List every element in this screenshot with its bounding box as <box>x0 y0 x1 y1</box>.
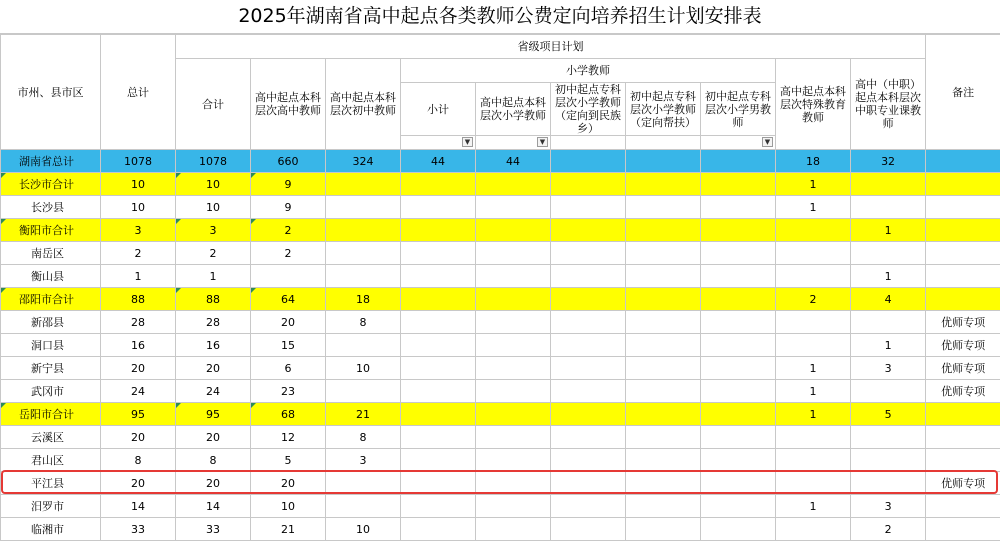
high-school-value[interactable]: 9 <box>251 173 326 196</box>
header-primary-bachelor[interactable] <box>476 83 551 136</box>
primary-ethnic-value[interactable] <box>551 196 626 219</box>
middle-school-value[interactable]: 10 <box>326 518 401 541</box>
cell-flag-marker <box>251 173 256 178</box>
primary-male-value[interactable] <box>701 150 776 173</box>
vocational-value[interactable]: 1 <box>851 265 926 288</box>
remark-value[interactable]: 优师专项 <box>926 380 1000 403</box>
total-value[interactable]: 10 <box>101 196 176 219</box>
high-school-value[interactable]: 2 <box>251 242 326 265</box>
primary-male-value[interactable] <box>701 311 776 334</box>
special-ed-value[interactable]: 1 <box>776 357 851 380</box>
table-row <box>1 334 1000 357</box>
vocational-value[interactable] <box>851 242 926 265</box>
high-school-value[interactable]: 9 <box>251 196 326 219</box>
primary-ethnic-value[interactable] <box>551 219 626 242</box>
remark-value[interactable] <box>926 495 1000 518</box>
primary-ethnic-value[interactable] <box>551 173 626 196</box>
middle-school-value[interactable] <box>326 472 401 495</box>
primary-aid-value[interactable] <box>626 518 701 541</box>
primary-subtotal-value[interactable] <box>401 472 476 495</box>
region-name[interactable]: 新宁县 <box>1 357 101 380</box>
sum-value[interactable]: 88 <box>176 288 251 311</box>
primary-male-value[interactable] <box>701 403 776 426</box>
sheet-title: 2025年湖南省高中起点各类教师公费定向培养招生计划安排表 <box>0 0 1000 34</box>
region-name[interactable]: 新邵县 <box>1 311 101 334</box>
vocational-value[interactable] <box>851 472 926 495</box>
region-name[interactable]: 汨罗市 <box>1 495 101 518</box>
primary-bachelor-value[interactable] <box>476 288 551 311</box>
table-row <box>1 242 1000 265</box>
primary-bachelor-value[interactable] <box>476 449 551 472</box>
primary-male-value[interactable] <box>701 449 776 472</box>
vocational-value[interactable] <box>851 311 926 334</box>
header-primary-male[interactable] <box>701 83 776 136</box>
city-total-row <box>1 403 1000 426</box>
special-ed-value[interactable]: 1 <box>776 495 851 518</box>
primary-aid-value[interactable] <box>626 334 701 357</box>
primary-subtotal-value[interactable]: 44 <box>401 150 476 173</box>
city-total-row <box>1 288 1000 311</box>
middle-school-value[interactable]: 324 <box>326 150 401 173</box>
vocational-value[interactable] <box>851 196 926 219</box>
header-remark[interactable]: 备注 <box>926 35 1000 150</box>
cell-flag-marker <box>176 173 181 178</box>
region-name[interactable]: 南岳区 <box>1 242 101 265</box>
filter-cell-subtotal <box>401 136 476 150</box>
region-name[interactable]: 临湘市 <box>1 518 101 541</box>
high-school-value[interactable]: 5 <box>251 449 326 472</box>
primary-subtotal-value[interactable] <box>401 357 476 380</box>
table-row <box>1 311 1000 334</box>
remark-value[interactable] <box>926 426 1000 449</box>
sum-value[interactable]: 16 <box>176 334 251 357</box>
filter-cell-ethnic <box>551 136 626 150</box>
primary-bachelor-value[interactable] <box>476 265 551 288</box>
remark-value[interactable] <box>926 219 1000 242</box>
special-ed-value[interactable] <box>776 242 851 265</box>
sum-value[interactable]: 10 <box>176 173 251 196</box>
header-provincial[interactable]: 省级项目计划 <box>176 35 926 59</box>
special-ed-value[interactable]: 1 <box>776 380 851 403</box>
high-school-value[interactable]: 10 <box>251 495 326 518</box>
sum-value[interactable]: 20 <box>176 472 251 495</box>
sum-value[interactable]: 10 <box>176 196 251 219</box>
middle-school-value[interactable]: 21 <box>326 403 401 426</box>
header-primary-aid[interactable] <box>626 83 701 136</box>
vocational-value[interactable]: 1 <box>851 219 926 242</box>
vocational-value[interactable]: 4 <box>851 288 926 311</box>
table-row <box>1 426 1000 449</box>
header-middle-school[interactable]: 高中起点本科层次初中教师 <box>326 59 401 150</box>
sum-value[interactable]: 95 <box>176 403 251 426</box>
sum-value[interactable]: 14 <box>176 495 251 518</box>
vocational-value[interactable]: 2 <box>851 518 926 541</box>
city-total-row <box>1 219 1000 242</box>
remark-value[interactable] <box>926 150 1000 173</box>
remark-value[interactable] <box>926 403 1000 426</box>
total-value[interactable]: 20 <box>101 426 176 449</box>
middle-school-value[interactable] <box>326 196 401 219</box>
primary-aid-value[interactable] <box>626 403 701 426</box>
primary-male-value[interactable] <box>701 288 776 311</box>
middle-school-value[interactable] <box>326 219 401 242</box>
cell-flag-marker <box>251 288 256 293</box>
primary-ethnic-value[interactable] <box>551 380 626 403</box>
remark-value[interactable] <box>926 265 1000 288</box>
primary-male-value[interactable] <box>701 518 776 541</box>
high-school-value[interactable]: 660 <box>251 150 326 173</box>
primary-ethnic-value[interactable] <box>551 449 626 472</box>
header-primary-male-label: 初中起点专科层次小学男教师 <box>705 89 771 129</box>
header-primary-aid-label: 初中起点专科层次小学教师（定向帮扶） <box>630 89 696 129</box>
primary-subtotal-value[interactable] <box>401 495 476 518</box>
vocational-value[interactable] <box>851 173 926 196</box>
total-value[interactable]: 14 <box>101 495 176 518</box>
region-name[interactable]: 岳阳市合计 <box>1 403 101 426</box>
vocational-value[interactable]: 5 <box>851 403 926 426</box>
middle-school-value[interactable]: 3 <box>326 449 401 472</box>
primary-male-value[interactable] <box>701 265 776 288</box>
total-value[interactable]: 8 <box>101 449 176 472</box>
high-school-value[interactable]: 6 <box>251 357 326 380</box>
primary-ethnic-value[interactable] <box>551 357 626 380</box>
region-name[interactable]: 衡山县 <box>1 265 101 288</box>
city-total-row <box>1 173 1000 196</box>
primary-bachelor-value[interactable] <box>476 219 551 242</box>
sum-value[interactable]: 24 <box>176 380 251 403</box>
remark-value[interactable]: 优师专项 <box>926 472 1000 495</box>
remark-value[interactable]: 优师专项 <box>926 311 1000 334</box>
vocational-value[interactable]: 3 <box>851 357 926 380</box>
cell-flag-marker <box>176 288 181 293</box>
filter-cell-bachelor <box>476 136 551 150</box>
primary-aid-value[interactable] <box>626 472 701 495</box>
primary-male-value[interactable] <box>701 495 776 518</box>
remark-value[interactable]: 优师专项 <box>926 357 1000 380</box>
cell-flag-marker <box>176 219 181 224</box>
sum-value[interactable]: 1 <box>176 265 251 288</box>
region-name[interactable]: 湖南省总计 <box>1 150 101 173</box>
vocational-value[interactable]: 32 <box>851 150 926 173</box>
primary-male-value[interactable] <box>701 426 776 449</box>
primary-bachelor-value[interactable] <box>476 472 551 495</box>
special-ed-value[interactable]: 18 <box>776 150 851 173</box>
primary-subtotal-value[interactable] <box>401 173 476 196</box>
cell-flag-marker <box>1 403 6 408</box>
primary-aid-value[interactable] <box>626 426 701 449</box>
cell-flag-marker <box>1 288 6 293</box>
high-school-value[interactable]: 20 <box>251 311 326 334</box>
total-value[interactable]: 20 <box>101 472 176 495</box>
cell-flag-marker <box>176 403 181 408</box>
cell-flag-marker <box>251 403 256 408</box>
region-name[interactable]: 长沙市合计 <box>1 173 101 196</box>
remark-value[interactable] <box>926 449 1000 472</box>
special-ed-value[interactable] <box>776 265 851 288</box>
high-school-value[interactable]: 12 <box>251 426 326 449</box>
primary-ethnic-value[interactable] <box>551 472 626 495</box>
high-school-value[interactable]: 20 <box>251 472 326 495</box>
sum-value[interactable]: 1078 <box>176 150 251 173</box>
header-primary-bachelor-label: 高中起点本科层次小学教师 <box>480 96 546 122</box>
primary-male-value[interactable] <box>701 196 776 219</box>
header-primary-ethnic-label: 初中起点专科层次小学教师（定向到民族乡） <box>555 83 621 135</box>
cell-flag-marker <box>1 173 6 178</box>
middle-school-value[interactable]: 10 <box>326 357 401 380</box>
total-value[interactable]: 1078 <box>101 150 176 173</box>
vocational-value[interactable]: 3 <box>851 495 926 518</box>
primary-aid-value[interactable] <box>626 311 701 334</box>
primary-ethnic-value[interactable] <box>551 518 626 541</box>
sum-value[interactable]: 20 <box>176 426 251 449</box>
primary-subtotal-value[interactable] <box>401 334 476 357</box>
region-name[interactable]: 邵阳市合计 <box>1 288 101 311</box>
primary-aid-value[interactable] <box>626 150 701 173</box>
primary-bachelor-value[interactable] <box>476 426 551 449</box>
primary-ethnic-value[interactable] <box>551 311 626 334</box>
total-value[interactable]: 24 <box>101 380 176 403</box>
total-value[interactable]: 16 <box>101 334 176 357</box>
header-high-school[interactable]: 高中起点本科层次高中教师 <box>251 59 326 150</box>
total-value[interactable]: 95 <box>101 403 176 426</box>
primary-subtotal-value[interactable] <box>401 311 476 334</box>
middle-school-value[interactable] <box>326 334 401 357</box>
table-row <box>1 472 1000 495</box>
header-sum[interactable]: 合计 <box>176 59 251 150</box>
special-ed-value[interactable]: 1 <box>776 403 851 426</box>
primary-aid-value[interactable] <box>626 495 701 518</box>
primary-subtotal-value[interactable] <box>401 288 476 311</box>
high-school-value[interactable]: 64 <box>251 288 326 311</box>
primary-subtotal-value[interactable] <box>401 219 476 242</box>
special-ed-value[interactable] <box>776 334 851 357</box>
header-primary-subtotal-label: 小计 <box>427 102 449 116</box>
primary-bachelor-value[interactable] <box>476 495 551 518</box>
header-primary-ethnic[interactable] <box>551 83 626 136</box>
table-row <box>1 495 1000 518</box>
special-ed-value[interactable] <box>776 219 851 242</box>
total-value[interactable]: 33 <box>101 518 176 541</box>
vocational-value[interactable] <box>851 380 926 403</box>
sum-value[interactable]: 33 <box>176 518 251 541</box>
sum-value[interactable]: 2 <box>176 242 251 265</box>
region-name[interactable]: 云溪区 <box>1 426 101 449</box>
header-primary-group[interactable]: 小学教师 <box>401 59 776 83</box>
primary-subtotal-value[interactable] <box>401 380 476 403</box>
filter-dropdown-icon[interactable]: ▼ <box>537 137 548 147</box>
region-name[interactable]: 衡阳市合计 <box>1 219 101 242</box>
primary-bachelor-value[interactable] <box>476 380 551 403</box>
table-body <box>1 150 1000 541</box>
special-ed-value[interactable]: 1 <box>776 173 851 196</box>
primary-male-value[interactable] <box>701 173 776 196</box>
primary-male-value[interactable] <box>701 334 776 357</box>
middle-school-value[interactable] <box>326 495 401 518</box>
middle-school-value[interactable]: 8 <box>326 426 401 449</box>
primary-male-value[interactable] <box>701 357 776 380</box>
primary-bachelor-value[interactable] <box>476 311 551 334</box>
middle-school-value[interactable] <box>326 173 401 196</box>
primary-subtotal-value[interactable] <box>401 265 476 288</box>
primary-ethnic-value[interactable] <box>551 495 626 518</box>
primary-male-value[interactable] <box>701 380 776 403</box>
cell-flag-marker <box>251 219 256 224</box>
remark-value[interactable] <box>926 288 1000 311</box>
special-ed-value[interactable] <box>776 472 851 495</box>
primary-aid-value[interactable] <box>626 219 701 242</box>
primary-aid-value[interactable] <box>626 196 701 219</box>
special-ed-value[interactable] <box>776 449 851 472</box>
middle-school-value[interactable]: 18 <box>326 288 401 311</box>
primary-aid-value[interactable] <box>626 380 701 403</box>
header-vocational[interactable]: 高中（中职）起点本科层次中职专业课教师 <box>851 59 926 150</box>
high-school-value[interactable]: 23 <box>251 380 326 403</box>
table-row <box>1 357 1000 380</box>
primary-aid-value[interactable] <box>626 449 701 472</box>
table-row <box>1 449 1000 472</box>
primary-male-value[interactable] <box>701 219 776 242</box>
primary-bachelor-value[interactable] <box>476 173 551 196</box>
primary-bachelor-value[interactable] <box>476 334 551 357</box>
sum-value[interactable]: 20 <box>176 357 251 380</box>
province-total-row <box>1 150 1000 173</box>
total-value[interactable]: 88 <box>101 288 176 311</box>
remark-value[interactable] <box>926 196 1000 219</box>
middle-school-value[interactable] <box>326 380 401 403</box>
sum-value[interactable]: 8 <box>176 449 251 472</box>
primary-ethnic-value[interactable] <box>551 288 626 311</box>
filter-dropdown-icon[interactable]: ▼ <box>762 137 773 147</box>
header-primary-subtotal[interactable] <box>401 83 476 136</box>
remark-value[interactable] <box>926 518 1000 541</box>
filter-dropdown-icon[interactable]: ▼ <box>462 137 473 147</box>
plan-table <box>0 34 1000 541</box>
region-name[interactable]: 长沙县 <box>1 196 101 219</box>
primary-male-value[interactable] <box>701 242 776 265</box>
header-special-ed[interactable]: 高中起点本科层次特殊教育教师 <box>776 59 851 150</box>
primary-ethnic-value[interactable] <box>551 426 626 449</box>
filter-cell-male <box>701 136 776 150</box>
sum-value[interactable]: 28 <box>176 311 251 334</box>
primary-subtotal-value[interactable] <box>401 518 476 541</box>
primary-subtotal-value[interactable] <box>401 426 476 449</box>
primary-ethnic-value[interactable] <box>551 334 626 357</box>
table-row <box>1 196 1000 219</box>
primary-aid-value[interactable] <box>626 265 701 288</box>
table-row <box>1 265 1000 288</box>
vocational-value[interactable]: 1 <box>851 334 926 357</box>
primary-subtotal-value[interactable] <box>401 196 476 219</box>
high-school-value[interactable]: 2 <box>251 219 326 242</box>
primary-bachelor-value[interactable] <box>476 518 551 541</box>
primary-aid-value[interactable] <box>626 173 701 196</box>
primary-bachelor-value[interactable] <box>476 357 551 380</box>
total-value[interactable]: 2 <box>101 242 176 265</box>
middle-school-value[interactable] <box>326 265 401 288</box>
primary-subtotal-value[interactable] <box>401 449 476 472</box>
primary-ethnic-value[interactable] <box>551 150 626 173</box>
total-value[interactable]: 3 <box>101 219 176 242</box>
special-ed-value[interactable] <box>776 426 851 449</box>
vocational-value[interactable] <box>851 449 926 472</box>
remark-value[interactable] <box>926 173 1000 196</box>
primary-aid-value[interactable] <box>626 242 701 265</box>
primary-subtotal-value[interactable] <box>401 242 476 265</box>
total-value[interactable]: 10 <box>101 173 176 196</box>
special-ed-value[interactable] <box>776 518 851 541</box>
primary-ethnic-value[interactable] <box>551 403 626 426</box>
table-row <box>1 380 1000 403</box>
region-name[interactable]: 平江县 <box>1 472 101 495</box>
primary-ethnic-value[interactable] <box>551 242 626 265</box>
sum-value[interactable]: 3 <box>176 219 251 242</box>
special-ed-value[interactable]: 2 <box>776 288 851 311</box>
remark-value[interactable] <box>926 242 1000 265</box>
region-name[interactable]: 洞口县 <box>1 334 101 357</box>
total-value[interactable]: 28 <box>101 311 176 334</box>
cell-flag-marker <box>1 219 6 224</box>
vocational-value[interactable] <box>851 426 926 449</box>
high-school-value[interactable] <box>251 265 326 288</box>
table-row <box>1 518 1000 541</box>
primary-bachelor-value[interactable]: 44 <box>476 150 551 173</box>
high-school-value[interactable]: 15 <box>251 334 326 357</box>
primary-aid-value[interactable] <box>626 357 701 380</box>
filter-cell-aid <box>626 136 701 150</box>
primary-ethnic-value[interactable] <box>551 265 626 288</box>
primary-subtotal-value[interactable] <box>401 403 476 426</box>
primary-bachelor-value[interactable] <box>476 242 551 265</box>
region-name[interactable]: 君山区 <box>1 449 101 472</box>
primary-bachelor-value[interactable] <box>476 403 551 426</box>
middle-school-value[interactable]: 8 <box>326 311 401 334</box>
primary-bachelor-value[interactable] <box>476 196 551 219</box>
remark-value[interactable]: 优师专项 <box>926 334 1000 357</box>
header-region[interactable]: 市州、县市区 <box>1 35 101 150</box>
total-value[interactable]: 20 <box>101 357 176 380</box>
region-name[interactable]: 武冈市 <box>1 380 101 403</box>
primary-aid-value[interactable] <box>626 288 701 311</box>
special-ed-value[interactable]: 1 <box>776 196 851 219</box>
header-total[interactable]: 总计 <box>101 35 176 150</box>
high-school-value[interactable]: 21 <box>251 518 326 541</box>
special-ed-value[interactable] <box>776 311 851 334</box>
middle-school-value[interactable] <box>326 242 401 265</box>
total-value[interactable]: 1 <box>101 265 176 288</box>
primary-male-value[interactable] <box>701 472 776 495</box>
high-school-value[interactable]: 68 <box>251 403 326 426</box>
